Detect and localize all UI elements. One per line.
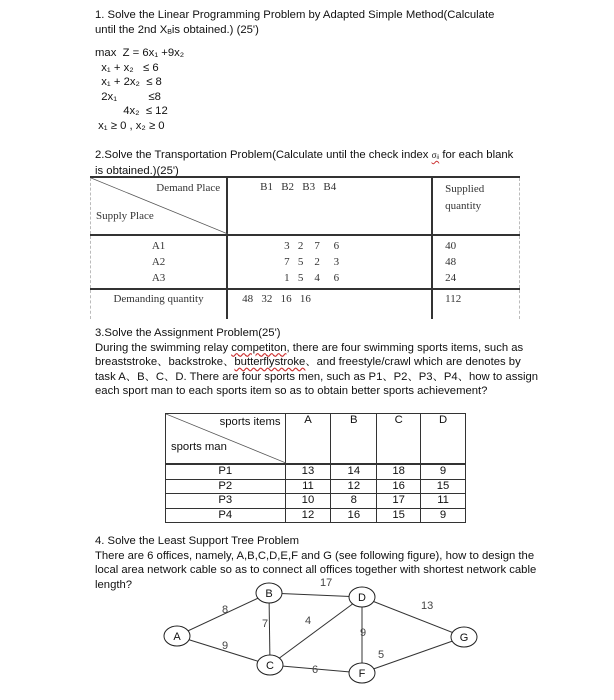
cell: 15 [377, 508, 421, 523]
constraint: 2x₁ ≤8 [95, 90, 161, 103]
col-header: C [377, 414, 421, 465]
cell: 9 [421, 508, 466, 523]
cell: 15 [421, 479, 466, 494]
node-label: C [266, 660, 274, 672]
graph-edge [270, 597, 362, 665]
edge-weight: 9 [360, 627, 367, 639]
row-label: A2 [151, 256, 166, 268]
node-label: B [265, 588, 273, 600]
cell: 12 [285, 508, 331, 523]
graph-edge [269, 593, 362, 597]
cell: 11 [285, 479, 331, 494]
cell: 14 [331, 464, 377, 479]
supply-place-label: Supply Place [96, 210, 154, 222]
cell: 16 [331, 508, 377, 523]
objective: max Z = 6x₁ +9x₂ [95, 47, 185, 59]
cell: 11 [421, 494, 466, 509]
demand-place-label: Demand Place [156, 182, 221, 194]
graph-edge [362, 597, 464, 637]
demand-label: Demanding quantity [91, 289, 228, 319]
man-label: sports man [171, 441, 227, 453]
constraint: x₁ + 2x₂ ≤ 8 [95, 76, 162, 88]
cell: 12 [331, 479, 377, 494]
items-label: sports items [219, 416, 281, 428]
destinations-label: B1 B2 B3 B4 [260, 181, 337, 193]
cell: 9 [421, 464, 466, 479]
misspelled-word: competiton [231, 341, 287, 354]
col-header: A [285, 414, 331, 465]
q4-title: 4. Solve the Least Support Tree Problem [95, 535, 300, 547]
cell: 8 [331, 494, 377, 509]
cell: 10 [285, 494, 331, 509]
supply-value: 48 [445, 256, 457, 268]
row-label: A1 [151, 240, 166, 252]
q2-title-line2: is obtained.)(25') [95, 164, 179, 177]
node-label: D [358, 592, 366, 604]
edge-weight: 6 [312, 664, 319, 676]
cell: 16 [377, 479, 421, 494]
q3-text-a: During the swimming relay [95, 341, 232, 354]
q1-title-end: is obtained.) (25') [171, 23, 259, 36]
cell: 13 [285, 464, 331, 479]
row-label: P1 [166, 464, 286, 479]
node-label: G [459, 632, 469, 644]
q3-title: 3.Solve the Assignment Problem(25') [95, 327, 281, 339]
sigma-symbol: σᵢⱼ [431, 151, 440, 160]
cost-row: 7 5 2 3 [284, 256, 340, 268]
edge-weight: 9 [222, 640, 229, 652]
q1-title-line2: until the 2nd X [95, 23, 168, 36]
constraint: 4x₂ ≤ 12 [95, 105, 168, 117]
constraint: x₁ ≥ 0 , x₂ ≥ 0 [95, 119, 165, 132]
q3-text-b: , there are four swimming sports items, such as breaststroke、backstroke、 [95, 341, 524, 368]
node-label: A [173, 631, 181, 643]
row-label: P4 [166, 508, 286, 523]
demand-values: 48 32 16 16 [227, 289, 432, 319]
supplied-label: Supplied quantity [445, 183, 485, 212]
row-label: P3 [166, 494, 286, 509]
constraint: x₁ + x₂ ≤ 6 [95, 61, 159, 74]
graph-edge [269, 593, 270, 665]
supply-value: 24 [445, 272, 457, 284]
col-header: D [421, 414, 466, 465]
cost-row: 1 5 4 6 [284, 272, 340, 284]
cell: 18 [377, 464, 421, 479]
row-label: A3 [151, 272, 166, 284]
q2-title-b: for each blank [439, 149, 514, 161]
node-label: F [358, 668, 366, 680]
edge-weight: 17 [320, 577, 333, 589]
edge-weight: 7 [262, 618, 269, 630]
q1-title-line1: 1. Solve the Linear Programming Problem by Adapted Simple Method(Calculate [95, 9, 495, 21]
edge-weight: 4 [305, 615, 312, 627]
q2-title-a: 2.Solve the Transportation Problem(Calculate until the check index [95, 149, 432, 161]
demand-total: 112 [432, 289, 519, 319]
col-header: B [331, 414, 377, 465]
q3-text-c: 、and freestyle/crawl which are denotes by task A、B、C、D. There are four sports men, such as P1、P2、P3、P4、how to assign each sport man to each sports item so as to obtain better sports achievement? [95, 356, 539, 397]
misspelled-word: butterflystroke [234, 356, 306, 368]
row-label: P2 [166, 479, 286, 494]
cost-row: 3 2 7 6 [284, 240, 340, 252]
supply-value: 40 [445, 240, 457, 252]
edge-weight: 8 [222, 604, 229, 616]
q4-description: There are 6 offices, namely, A,B,C,D,E,F and G (see following figure), how to design the local area network cable so as to connect all offices together with shortest network cable length? [95, 549, 537, 591]
q1-title-sub: B [167, 28, 172, 36]
edge-weight: 5 [378, 649, 385, 661]
cell: 17 [377, 494, 421, 509]
edge-weight: 13 [421, 600, 434, 612]
